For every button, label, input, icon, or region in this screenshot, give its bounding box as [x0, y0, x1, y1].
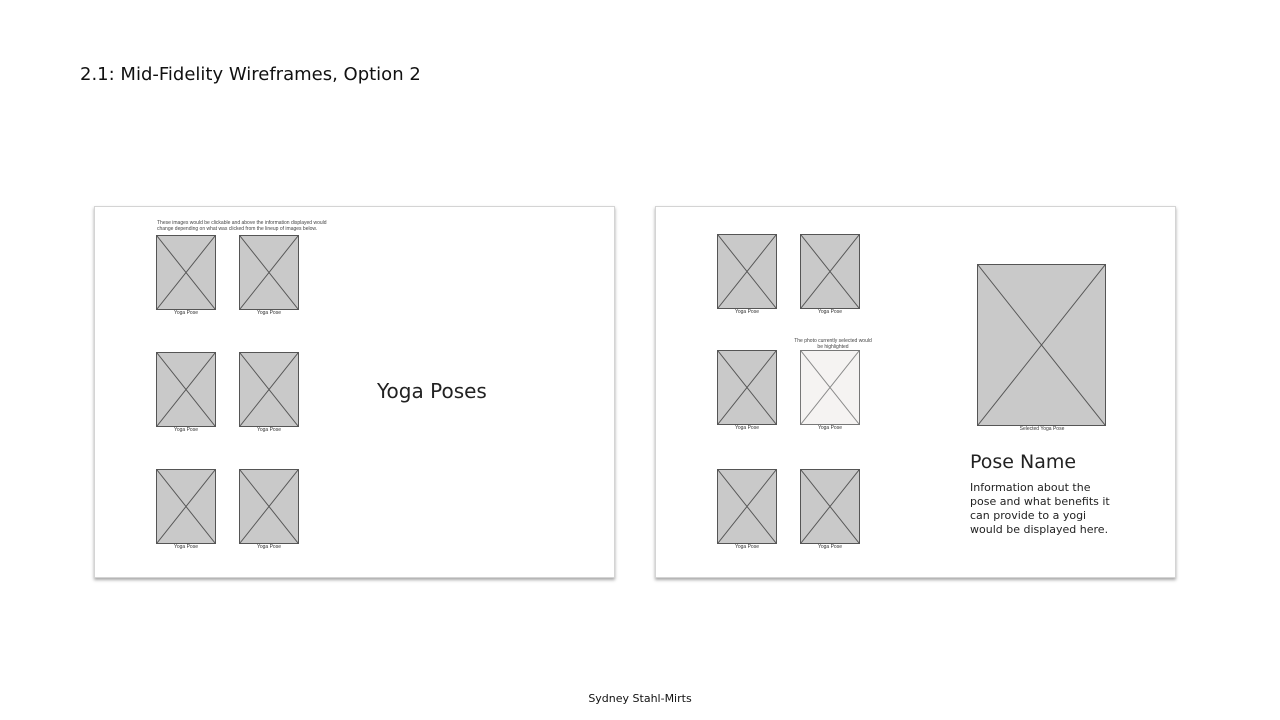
slide-title: 2.1: Mid-Fidelity Wireframes, Option 2 — [80, 64, 421, 85]
pose-name-heading: Pose Name — [970, 451, 1077, 473]
pose-thumbnail[interactable] — [156, 469, 216, 544]
thumbnail-caption: Yoga Pose — [734, 309, 759, 315]
author-footer: Sydney Stahl-Mirts — [588, 692, 692, 705]
highlight-note: The photo currently selected would be highlighted — [794, 338, 872, 350]
thumbnail-caption: Yoga Pose — [256, 427, 281, 433]
pose-thumbnail[interactable] — [156, 235, 216, 310]
selected-pose-image — [977, 264, 1106, 426]
pose-info-text: Information about the pose and what benefits it can provide to a yogi would be displayed here. — [970, 481, 1110, 536]
thumbnail-caption: Yoga Pose — [734, 425, 759, 431]
pose-thumbnail[interactable] — [800, 469, 860, 544]
selected-pose-caption: Selected Yoga Pose — [1019, 426, 1065, 432]
thumbnail-caption: Yoga Pose — [173, 544, 198, 550]
thumbnail-caption: Yoga Pose — [173, 310, 198, 316]
yoga-poses-heading: Yoga Poses — [377, 379, 487, 403]
thumbnail-caption: Yoga Pose — [256, 310, 281, 316]
thumbnail-caption: Yoga Pose — [817, 309, 842, 315]
pose-thumbnail-selected[interactable] — [800, 350, 860, 425]
thumbnail-caption: Yoga Pose — [817, 544, 842, 550]
clickable-images-note: These images would be clickable and above the information displayed would change depending on what was clicked from the lineup of images below. — [157, 220, 327, 232]
pose-thumbnail[interactable] — [239, 235, 299, 310]
wireframe-option-right — [655, 206, 1176, 578]
thumbnail-caption: Yoga Pose — [256, 544, 281, 550]
pose-thumbnail[interactable] — [717, 350, 777, 425]
thumbnail-caption: Yoga Pose — [173, 427, 198, 433]
pose-thumbnail[interactable] — [156, 352, 216, 427]
pose-thumbnail[interactable] — [800, 234, 860, 309]
thumbnail-caption: Yoga Pose — [817, 425, 842, 431]
thumbnail-caption: Yoga Pose — [734, 544, 759, 550]
pose-thumbnail[interactable] — [717, 469, 777, 544]
wireframe-option-left — [94, 206, 615, 578]
pose-thumbnail[interactable] — [717, 234, 777, 309]
pose-thumbnail[interactable] — [239, 352, 299, 427]
pose-thumbnail[interactable] — [239, 469, 299, 544]
